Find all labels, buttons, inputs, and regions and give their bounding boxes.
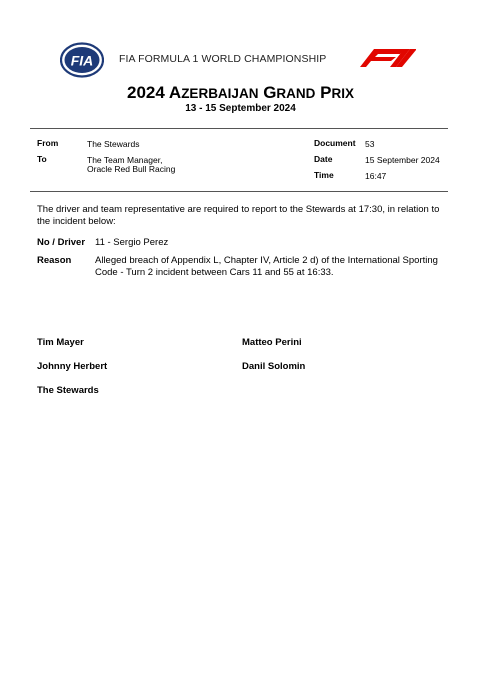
title-word-a-initial: A bbox=[168, 83, 182, 102]
reason-value: Alleged breach of Appendix L, Chapter IV, Article 2 d) of the International Sporting Code - Turn 2 incident between Cars 11 and 55 at 16:33. bbox=[95, 255, 438, 278]
title-word-p-rest: RIX bbox=[331, 86, 355, 101]
title-word-p-initial: P bbox=[320, 83, 332, 102]
title-year: 2024 bbox=[126, 83, 165, 102]
summons-intro: The driver and team representative are required to report to the Stewards at 17:30, in relation to the incident below: bbox=[37, 204, 440, 227]
f1-logo-icon bbox=[360, 49, 418, 67]
driver-label: No / Driver bbox=[37, 237, 86, 248]
to-value-line-1: The Team Manager, bbox=[87, 155, 163, 165]
event-title bbox=[0, 83, 481, 103]
divider-bottom bbox=[30, 191, 448, 192]
from-value: The Stewards bbox=[87, 139, 140, 149]
title-word-g-initial: G bbox=[263, 83, 277, 102]
divider-top bbox=[30, 128, 448, 129]
championship-title: FIA FORMULA 1 WORLD CHAMPIONSHIP bbox=[119, 53, 327, 65]
steward-name: Danil Solomin bbox=[242, 361, 306, 372]
driver-value: 11 - Sergio Perez bbox=[95, 237, 169, 248]
date-label: Date bbox=[314, 154, 333, 164]
stewards-signoff: The Stewards bbox=[37, 385, 99, 396]
steward-name: Matteo Perini bbox=[242, 337, 302, 348]
date-value: 15 September 2024 bbox=[365, 155, 440, 165]
time-label: Time bbox=[314, 170, 334, 180]
steward-name: Tim Mayer bbox=[37, 337, 84, 348]
fia-logo-icon bbox=[60, 42, 104, 78]
time-value: 16:47 bbox=[365, 171, 387, 181]
event-dates: 13 - 15 September 2024 bbox=[185, 103, 296, 114]
title-word-g-rest: RAND bbox=[276, 86, 316, 101]
reason-label: Reason bbox=[37, 255, 72, 266]
document-label: Document bbox=[314, 138, 356, 148]
from-label: From bbox=[37, 138, 59, 148]
document-value: 53 bbox=[365, 139, 375, 149]
steward-name: Johnny Herbert bbox=[37, 361, 108, 372]
fia-logo-text: FIA bbox=[70, 52, 94, 69]
to-value-line-2: Oracle Red Bull Racing bbox=[87, 164, 176, 174]
to-label: To bbox=[37, 154, 47, 164]
title-word-a-rest: ZERBAIJAN bbox=[181, 86, 259, 101]
